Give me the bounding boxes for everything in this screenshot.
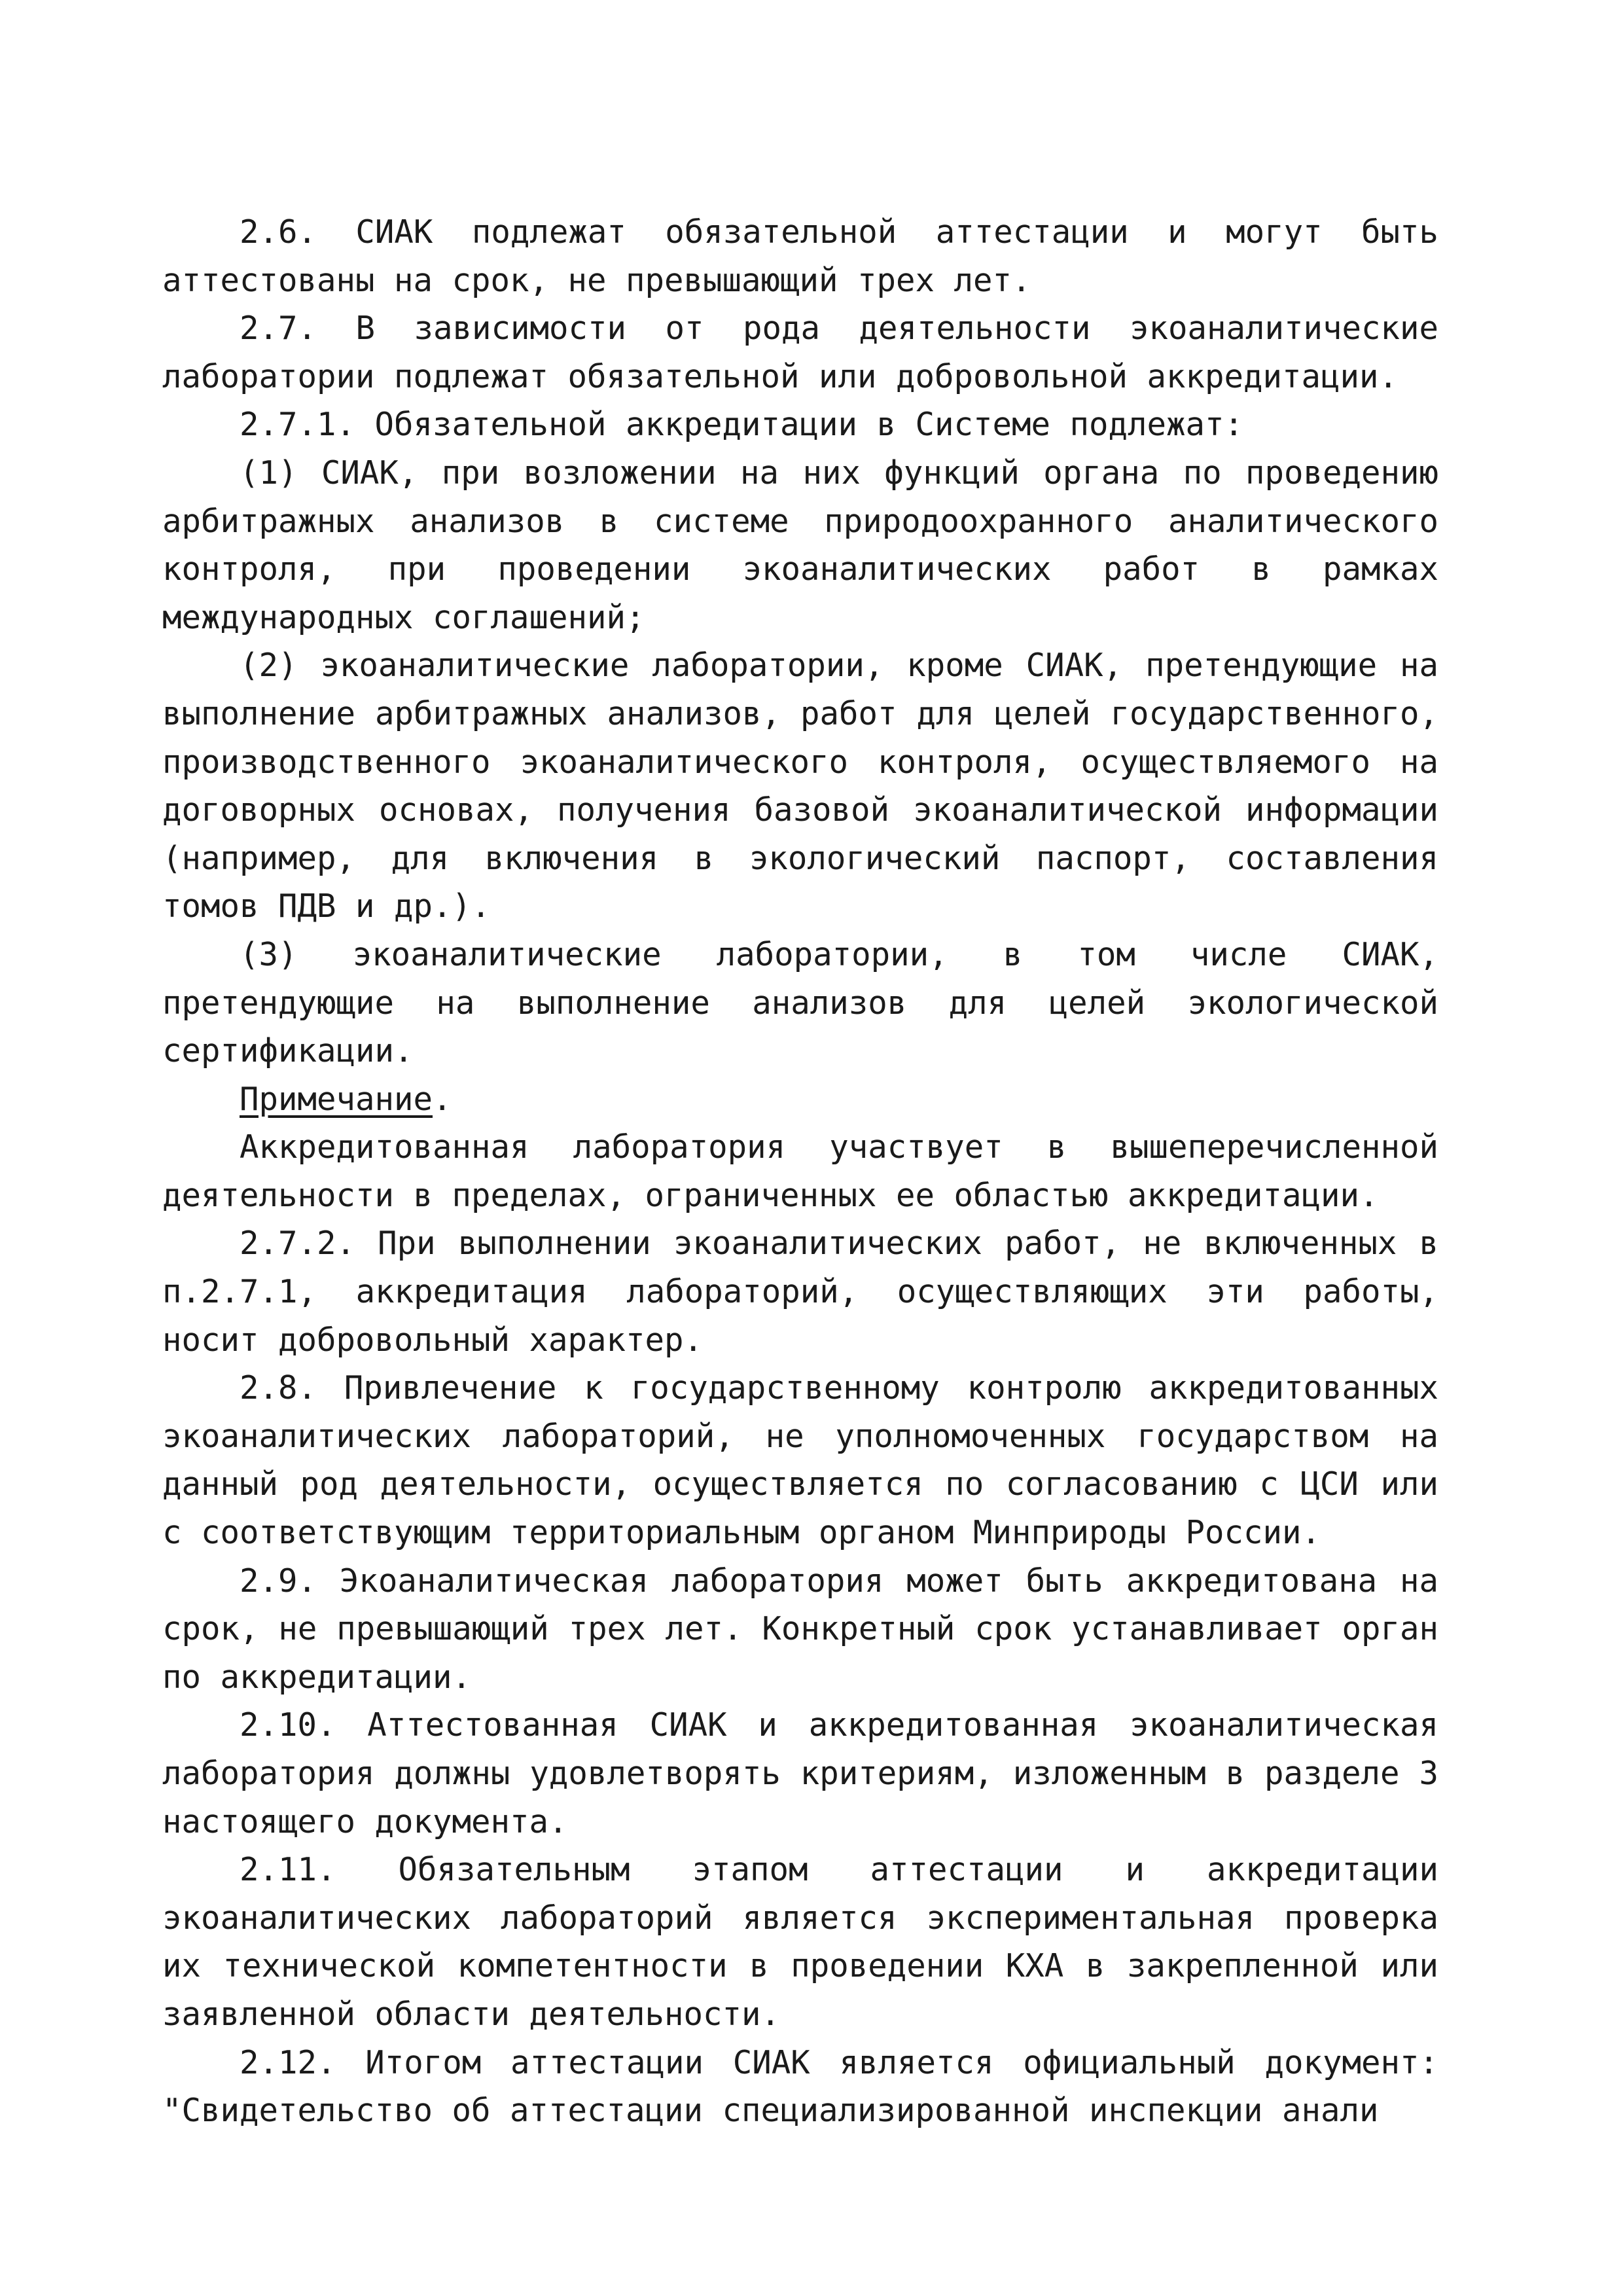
paragraph-2-7-1-item-1: (1) СИАК, при возложении на них функций органа по проведению арбитражных анализов в системе природоохранного аналитического контроля, при проведении экоаналитических работ в рамках международных соглашений; [162,454,1438,636]
paragraph-2-7-1-item-2: (2) экоаналитические лаборатории, кроме СИАК, претендующие на выполнение арбитражных анализов, работ для целей государственного, производственного экоаналитического контроля, осуществляемого на договорных основах, получения базовой экоаналитической информации (например, для включения в экологический паспорт, составления томов ПДВ и др.). [162,647,1438,925]
paragraph-2-7: 2.7. В зависимости от рода деятельности экоаналитические лаборатории подлежат обязательной или добровольной аккредитации. [162,310,1438,395]
paragraph-2-11: 2.11. Обязательным этапом аттестации и аккредитации экоаналитических лабораторий является экспериментальная проверка их технической компетентности в проведении КХА в закрепленной или заявленной области деятельности. [162,1851,1438,2033]
paragraph-2-7-2: 2.7.2. При выполнении экоаналитических работ, не включенных в п.2.7.1, аккредитация лабораторий, осуществляющих эти работы, носит добровольный характер. [162,1225,1438,1359]
paragraph-2-9: 2.9. Экоаналитическая лаборатория может быть аккредитована на срок, не превышающий трех лет. Конкретный срок устанавливает орган по аккредитации. [162,1562,1438,1696]
document-body [162,208,1438,2135]
note-heading [162,1075,1438,1124]
paragraph-2-12: 2.12. Итогом аттестации СИАК является официальный документ: "Свидетельство об аттестации специализированной инспекции анали [162,2043,1438,2130]
note-text: Аккредитованная лаборатория участвует в вышеперечисленной деятельности в пределах, ограниченных ее областью аккредитации. [162,1128,1438,1214]
paragraph-2-10: 2.10. Аттестованная СИАК и аккредитованная экоаналитическая лаборатория должны удовлетворять критериям, изложенным в разделе 3 настоящего документа. [162,1706,1438,1840]
note-label: Примечание [240,1080,433,1118]
paragraph-2-7-1-item-3: (3) экоаналитические лаборатории, в том числе СИАК, претендующие на выполнение анализов для целей экологической сертификации. [162,935,1438,1070]
paragraph-2-8: 2.8. Привлечение к государственному контролю аккредитованных экоаналитических лабораторий, не уполномоченных государством на данный род деятельности, осуществляется по согласованию с ЦСИ или с соответствующим территориальным органом Минприроды России. [162,1369,1438,1552]
paragraph-2-7-1: 2.7.1. Обязательной аккредитации в Системе подлежат: [240,406,1244,444]
note-label-dot: . [433,1080,452,1118]
paragraph-2-6: 2.6. СИАК подлежат обязательной аттестации и могут быть аттестованы на срок, не превышающий трех лет. [162,213,1438,299]
